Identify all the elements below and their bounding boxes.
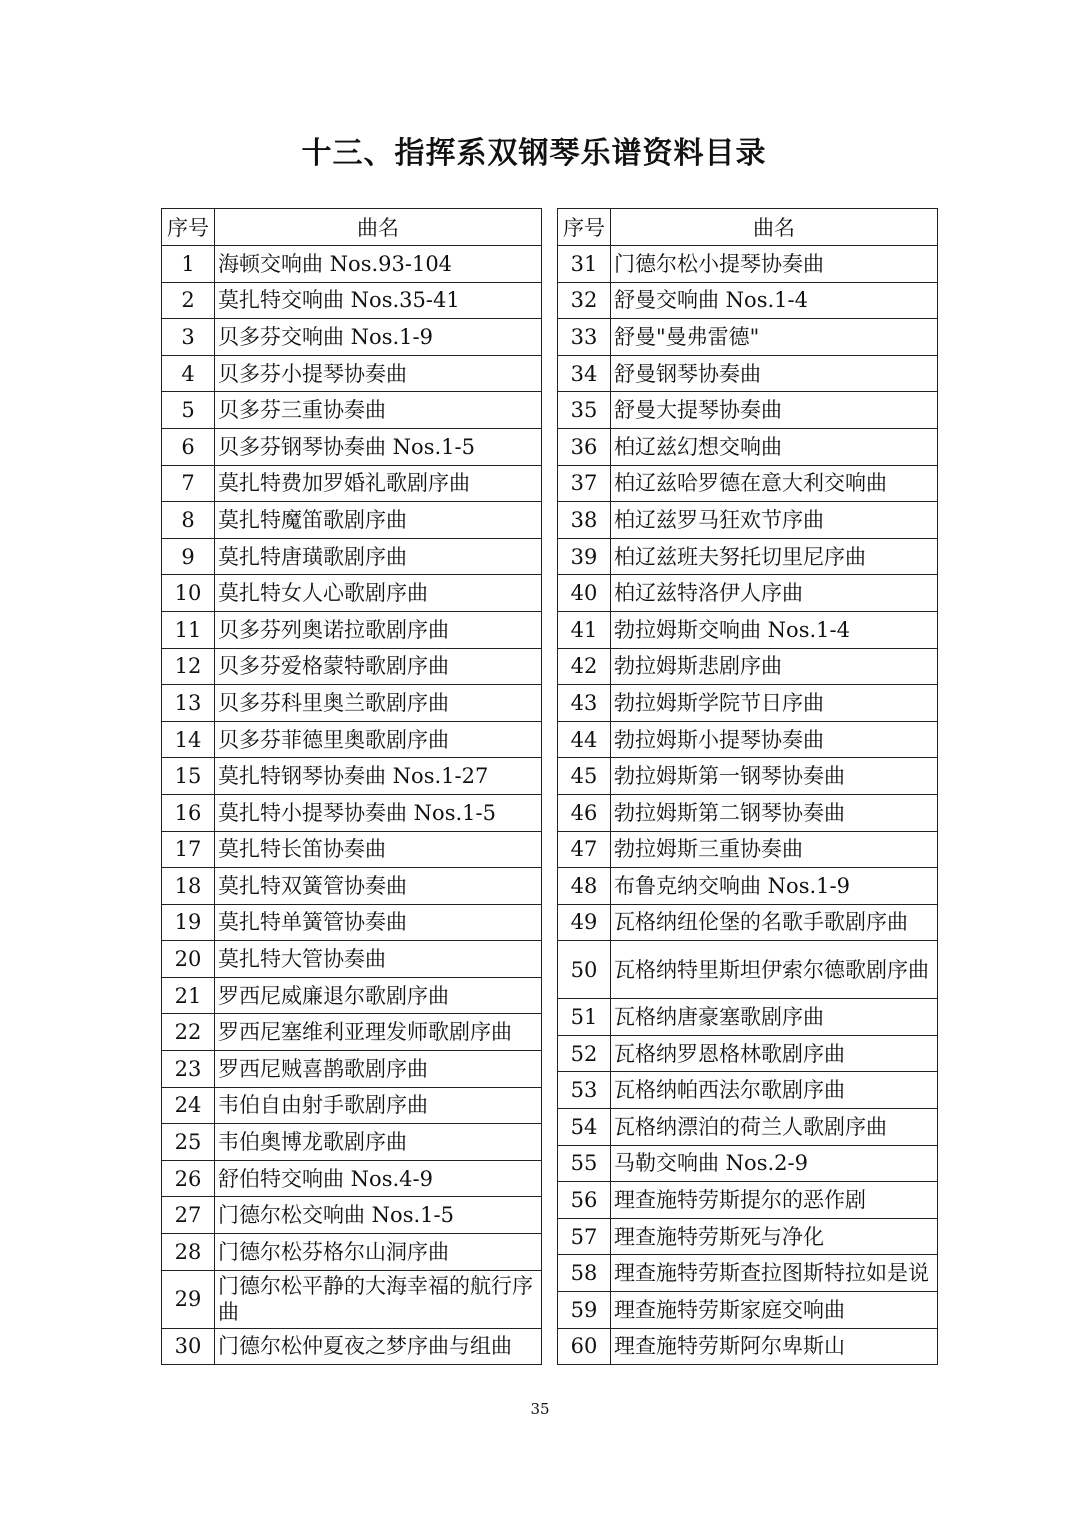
table-row xyxy=(162,831,542,868)
row-title: 罗西尼贼喜鹊歌剧序曲 xyxy=(215,1051,542,1088)
table-row xyxy=(162,611,542,648)
row-title: 瓦格纳唐豪塞歌剧序曲 xyxy=(611,999,938,1036)
row-title: 门德尔松小提琴协奏曲 xyxy=(611,246,938,283)
page-number: 35 xyxy=(530,1400,550,1418)
table-row xyxy=(558,904,938,941)
table-row xyxy=(162,685,542,722)
table-row xyxy=(558,1145,938,1182)
table-row xyxy=(162,1051,542,1088)
row-number: 50 xyxy=(558,941,611,999)
table-row xyxy=(162,721,542,758)
row-number: 11 xyxy=(162,611,215,648)
table-row xyxy=(162,246,542,283)
row-number: 2 xyxy=(162,282,215,319)
row-number: 51 xyxy=(558,999,611,1036)
page-title: 十三、指挥系双钢琴乐谱资料目录 xyxy=(301,136,767,171)
row-number: 28 xyxy=(162,1234,215,1271)
row-number: 9 xyxy=(162,538,215,575)
row-title: 门德尔松仲夏夜之梦序曲与组曲 xyxy=(215,1328,542,1365)
row-title: 瓦格纳漂泊的荷兰人歌剧序曲 xyxy=(611,1109,938,1146)
row-number: 10 xyxy=(162,575,215,612)
table-row xyxy=(162,1328,542,1365)
row-number: 22 xyxy=(162,1014,215,1051)
row-title: 勃拉姆斯第二钢琴协奏曲 xyxy=(611,794,938,831)
row-number: 58 xyxy=(558,1255,611,1292)
row-title: 理查施特劳斯阿尔卑斯山 xyxy=(611,1328,938,1365)
row-title: 瓦格纳罗恩格林歌剧序曲 xyxy=(611,1035,938,1072)
row-title: 柏辽兹幻想交响曲 xyxy=(611,428,938,465)
catalog-table-left xyxy=(161,208,542,1365)
row-title: 莫扎特长笛协奏曲 xyxy=(215,831,542,868)
table-header-row xyxy=(558,209,938,246)
row-number: 29 xyxy=(162,1270,215,1328)
table-row xyxy=(558,648,938,685)
table-row xyxy=(558,611,938,648)
row-number: 56 xyxy=(558,1182,611,1219)
row-title: 马勒交响曲 Nos.2-9 xyxy=(611,1145,938,1182)
row-number: 54 xyxy=(558,1109,611,1146)
header-number: 序号 xyxy=(558,209,611,246)
row-title: 海顿交响曲 Nos.93-104 xyxy=(215,246,542,283)
row-title: 理查施特劳斯死与净化 xyxy=(611,1218,938,1255)
row-title: 瓦格纳特里斯坦伊索尔德歌剧序曲 xyxy=(611,941,938,999)
row-title: 贝多芬三重协奏曲 xyxy=(215,392,542,429)
row-number: 26 xyxy=(162,1160,215,1197)
row-title: 韦伯奥博龙歌剧序曲 xyxy=(215,1124,542,1161)
catalog-table-right xyxy=(557,208,938,1365)
table-row xyxy=(558,392,938,429)
row-number: 59 xyxy=(558,1292,611,1329)
row-number: 32 xyxy=(558,282,611,319)
table-row xyxy=(558,1035,938,1072)
row-number: 40 xyxy=(558,575,611,612)
table-row xyxy=(162,282,542,319)
table-row xyxy=(558,502,938,539)
row-title: 莫扎特单簧管协奏曲 xyxy=(215,904,542,941)
row-number: 20 xyxy=(162,941,215,978)
row-title: 莫扎特小提琴协奏曲 Nos.1-5 xyxy=(215,794,542,831)
row-title: 莫扎特魔笛歌剧序曲 xyxy=(215,502,542,539)
table-row xyxy=(558,758,938,795)
row-number: 23 xyxy=(162,1051,215,1088)
row-title: 勃拉姆斯交响曲 Nos.1-4 xyxy=(611,611,938,648)
row-title: 舒曼钢琴协奏曲 xyxy=(611,355,938,392)
table-row xyxy=(162,1160,542,1197)
table-row xyxy=(558,999,938,1036)
table-row xyxy=(558,1109,938,1146)
table-row xyxy=(558,1328,938,1365)
row-number: 13 xyxy=(162,685,215,722)
row-number: 39 xyxy=(558,538,611,575)
row-title: 贝多芬爱格蒙特歌剧序曲 xyxy=(215,648,542,685)
row-number: 48 xyxy=(558,868,611,905)
row-title: 韦伯自由射手歌剧序曲 xyxy=(215,1087,542,1124)
row-number: 17 xyxy=(162,831,215,868)
row-number: 31 xyxy=(558,246,611,283)
row-number: 25 xyxy=(162,1124,215,1161)
row-number: 12 xyxy=(162,648,215,685)
row-title: 门德尔松芬格尔山洞序曲 xyxy=(215,1234,542,1271)
row-title: 莫扎特双簧管协奏曲 xyxy=(215,868,542,905)
row-title: 瓦格纳帕西法尔歌剧序曲 xyxy=(611,1072,938,1109)
table-body-right xyxy=(558,246,938,1365)
table-row xyxy=(558,282,938,319)
table-row xyxy=(558,721,938,758)
table-row xyxy=(162,355,542,392)
row-title: 理查施特劳斯提尔的恶作剧 xyxy=(611,1182,938,1219)
row-number: 41 xyxy=(558,611,611,648)
row-number: 36 xyxy=(558,428,611,465)
row-title: 贝多芬交响曲 Nos.1-9 xyxy=(215,319,542,356)
row-number: 60 xyxy=(558,1328,611,1365)
row-title: 莫扎特费加罗婚礼歌剧序曲 xyxy=(215,465,542,502)
row-number: 46 xyxy=(558,794,611,831)
row-number: 3 xyxy=(162,319,215,356)
row-title: 勃拉姆斯学院节日序曲 xyxy=(611,685,938,722)
row-number: 8 xyxy=(162,502,215,539)
row-number: 16 xyxy=(162,794,215,831)
row-number: 15 xyxy=(162,758,215,795)
table-row xyxy=(162,1270,542,1328)
row-title: 莫扎特钢琴协奏曲 Nos.1-27 xyxy=(215,758,542,795)
header-title: 曲名 xyxy=(611,209,938,246)
table-row xyxy=(162,977,542,1014)
table-row xyxy=(558,246,938,283)
row-number: 21 xyxy=(162,977,215,1014)
row-number: 53 xyxy=(558,1072,611,1109)
table-row xyxy=(558,319,938,356)
row-number: 34 xyxy=(558,355,611,392)
row-title: 柏辽兹哈罗德在意大利交响曲 xyxy=(611,465,938,502)
table-row xyxy=(162,1124,542,1161)
table-row xyxy=(162,1087,542,1124)
row-title: 舒曼"曼弗雷德" xyxy=(611,319,938,356)
row-number: 42 xyxy=(558,648,611,685)
row-title: 勃拉姆斯三重协奏曲 xyxy=(611,831,938,868)
row-title: 罗西尼威廉退尔歌剧序曲 xyxy=(215,977,542,1014)
row-title: 莫扎特唐璜歌剧序曲 xyxy=(215,538,542,575)
row-title: 舒曼交响曲 Nos.1-4 xyxy=(611,282,938,319)
table-row xyxy=(162,575,542,612)
row-title: 贝多芬列奥诺拉歌剧序曲 xyxy=(215,611,542,648)
table-row xyxy=(558,1072,938,1109)
table-row xyxy=(558,1255,938,1292)
table-row xyxy=(162,502,542,539)
row-title: 莫扎特大管协奏曲 xyxy=(215,941,542,978)
row-title: 贝多芬钢琴协奏曲 Nos.1-5 xyxy=(215,428,542,465)
table-row xyxy=(558,794,938,831)
row-number: 7 xyxy=(162,465,215,502)
table-row xyxy=(162,904,542,941)
table-row xyxy=(162,868,542,905)
row-title: 贝多芬菲德里奥歌剧序曲 xyxy=(215,721,542,758)
table-row xyxy=(558,538,938,575)
row-number: 14 xyxy=(162,721,215,758)
table-body-left xyxy=(162,246,542,1365)
row-title: 理查施特劳斯查拉图斯特拉如是说 xyxy=(611,1255,938,1292)
table-row xyxy=(558,575,938,612)
row-number: 19 xyxy=(162,904,215,941)
row-title: 柏辽兹罗马狂欢节序曲 xyxy=(611,502,938,539)
row-title: 舒曼大提琴协奏曲 xyxy=(611,392,938,429)
row-number: 49 xyxy=(558,904,611,941)
row-number: 30 xyxy=(162,1328,215,1365)
row-title: 瓦格纳纽伦堡的名歌手歌剧序曲 xyxy=(611,904,938,941)
row-number: 44 xyxy=(558,721,611,758)
row-number: 37 xyxy=(558,465,611,502)
table-row xyxy=(558,831,938,868)
row-number: 47 xyxy=(558,831,611,868)
table-row xyxy=(162,758,542,795)
row-number: 43 xyxy=(558,685,611,722)
row-number: 33 xyxy=(558,319,611,356)
row-title: 勃拉姆斯悲剧序曲 xyxy=(611,648,938,685)
table-row xyxy=(162,1234,542,1271)
row-number: 55 xyxy=(558,1145,611,1182)
table-row xyxy=(558,465,938,502)
row-title: 贝多芬科里奥兰歌剧序曲 xyxy=(215,685,542,722)
row-number: 35 xyxy=(558,392,611,429)
row-title: 门德尔松平静的大海幸福的航行序曲 xyxy=(215,1270,542,1328)
row-number: 45 xyxy=(558,758,611,795)
table-row xyxy=(162,794,542,831)
table-row xyxy=(558,941,938,999)
row-title: 布鲁克纳交响曲 Nos.1-9 xyxy=(611,868,938,905)
table-row xyxy=(162,1197,542,1234)
row-title: 莫扎特女人心歌剧序曲 xyxy=(215,575,542,612)
row-number: 38 xyxy=(558,502,611,539)
table-row xyxy=(558,1218,938,1255)
row-number: 6 xyxy=(162,428,215,465)
table-row xyxy=(558,868,938,905)
row-title: 罗西尼塞维利亚理发师歌剧序曲 xyxy=(215,1014,542,1051)
row-title: 柏辽兹特洛伊人序曲 xyxy=(611,575,938,612)
table-row xyxy=(162,319,542,356)
table-row xyxy=(558,1182,938,1219)
row-title: 勃拉姆斯第一钢琴协奏曲 xyxy=(611,758,938,795)
row-number: 57 xyxy=(558,1218,611,1255)
table-row xyxy=(558,428,938,465)
table-row xyxy=(162,465,542,502)
table-row xyxy=(558,355,938,392)
row-number: 18 xyxy=(162,868,215,905)
row-title: 理查施特劳斯家庭交响曲 xyxy=(611,1292,938,1329)
table-row xyxy=(162,648,542,685)
row-title: 舒伯特交响曲 Nos.4-9 xyxy=(215,1160,542,1197)
table-row xyxy=(558,1292,938,1329)
row-number: 4 xyxy=(162,355,215,392)
row-title: 贝多芬小提琴协奏曲 xyxy=(215,355,542,392)
header-number: 序号 xyxy=(162,209,215,246)
row-number: 27 xyxy=(162,1197,215,1234)
row-number: 24 xyxy=(162,1087,215,1124)
table-row xyxy=(162,538,542,575)
table-row xyxy=(162,392,542,429)
table-row xyxy=(162,941,542,978)
table-header-row xyxy=(162,209,542,246)
row-title: 门德尔松交响曲 Nos.1-5 xyxy=(215,1197,542,1234)
row-title: 莫扎特交响曲 Nos.35-41 xyxy=(215,282,542,319)
table-row xyxy=(558,685,938,722)
row-title: 勃拉姆斯小提琴协奏曲 xyxy=(611,721,938,758)
table-row xyxy=(162,428,542,465)
row-title: 柏辽兹班夫努托切里尼序曲 xyxy=(611,538,938,575)
row-number: 1 xyxy=(162,246,215,283)
row-number: 5 xyxy=(162,392,215,429)
table-row xyxy=(162,1014,542,1051)
row-number: 52 xyxy=(558,1035,611,1072)
header-title: 曲名 xyxy=(215,209,542,246)
